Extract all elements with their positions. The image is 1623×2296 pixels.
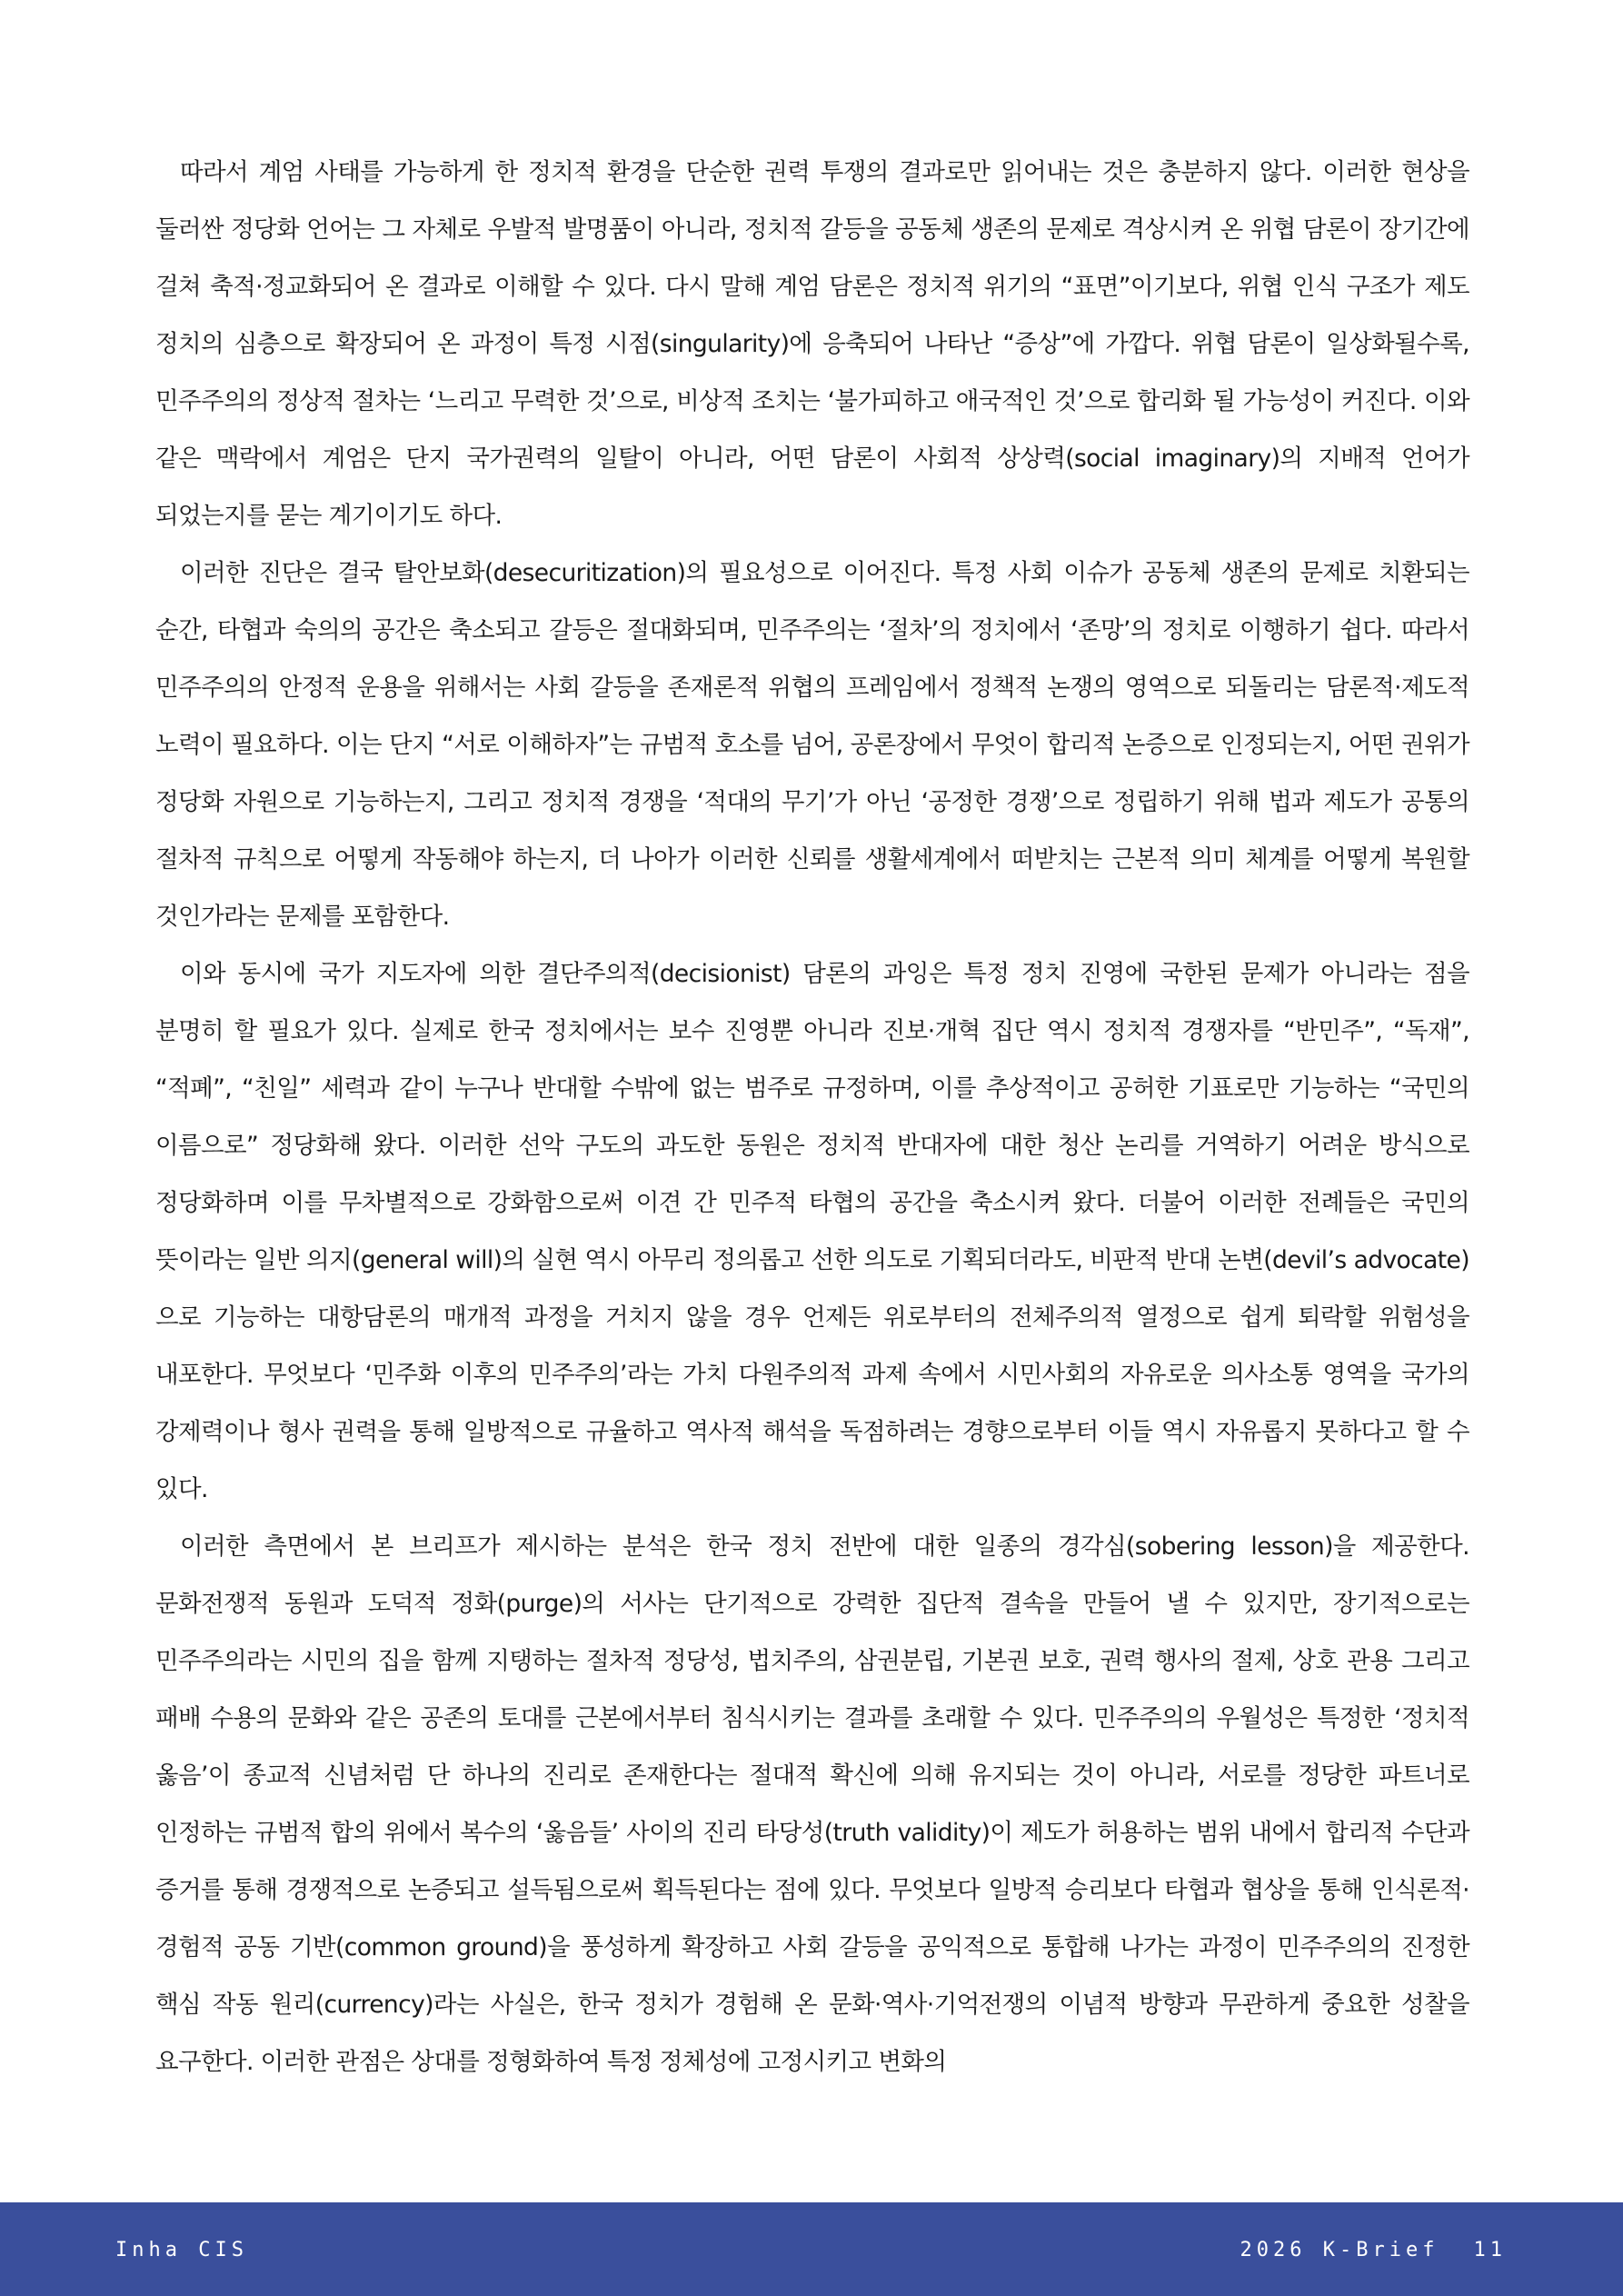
paragraph-3: 이와 동시에 국가 지도자에 의한 결단주의적(decisionist) 담론의 과잉은 특정 정치 진영에 국한된 문제가 아니라는 점을 분명히 할 필요가 있다. 실제로 한국 정치에서는 보수 진영뿐 아니라 진보·개혁 집단 역시 정치적 경쟁자를 “반민주”, “독재”, “적폐”, “친일” 세력과 같이 누구나 반대할 수밖에 없는 범주로 규정하며, 이를 추상적이고 공허한 기표로만 기능하는 “국민의 이름으로” 정당화해 왔다. 이러한 선악 구도의 과도한 동원은 정치적 반대자에 대한 청산 논리를 거역하기 어려운 방식으로 정당화하며 이를 무차별적으로 강화함으로써 이견 간 민주적 타협의 공간을 축소시켜 왔다. 더불어 이러한 전례들은 국민의 뜻이라는 일반 의지(general will)의 실현 역시 아무리 정의롭고 선한 의도로 기획되더라도, 비판적 반대 논변(devil’s advocate)으로 기능하는 대항담론의 매개적 과정을 거치지 않을 경우 언제든 위로부터의 전체주의적 열정으로 쉽게 퇴락할 위험성을 내포한다. 무엇보다 ‘민주화 이후의 민주주의’라는 가치 다원주의적 과제 속에서 시민사회의 자유로운 의사소통 영역을 국가의 강제력이나 형사 권력을 통해 일방적으로 규율하고 역사적 해석을 독점하려는 경향으로부터 이들 역시 자유롭지 못하다고 할 수 있다. — [155, 960, 1469, 1503]
footer-publication-title: 2026 K-Brief — [1240, 2239, 1439, 2261]
footer-right-group — [1240, 2239, 1507, 2261]
page-footer — [0, 2202, 1623, 2296]
paragraph-4: 이러한 측면에서 본 브리프가 제시하는 분석은 한국 정치 전반에 대한 일종의 경각심(sobering lesson)을 제공한다. 문화전쟁적 동원과 도덕적 정화(purge)의 서사는 단기적으로 강력한 집단적 결속을 만들어 낼 수 있지만, 장기적으로는 민주주의라는 시민의 집을 함께 지탱하는 절차적 정당성, 법치주의, 삼권분립, 기본권 보호, 권력 행사의 절제, 상호 관용 그리고 패배 수용의 문화와 같은 공존의 토대를 근본에서부터 침식시키는 결과를 초래할 수 있다. 민주주의의 우월성은 특정한 ‘정치적 옳음’이 종교적 신념처럼 단 하나의 진리로 존재한다는 절대적 확신에 의해 유지되는 것이 아니라, 서로를 정당한 파트너로 인정하는 규범적 합의 위에서 복수의 ‘옳음들’ 사이의 진리 타당성(truth validity)이 제도가 허용하는 범위 내에서 합리적 수단과 증거를 통해 경쟁적으로 논증되고 설득됨으로써 획득된다는 점에 있다. 무엇보다 일방적 승리보다 타협과 협상을 통해 인식론적·경험적 공동 기반(common ground)을 풍성하게 확장하고 사회 갈등을 공익적으로 통합해 나가는 과정이 민주주의의 진정한 핵심 작동 원리(currency)라는 사실은, 한국 정치가 경험해 온 문화·역사·기억전쟁의 이념적 방향과 무관하게 중요한 성찰을 요구한다. 이러한 관점은 상대를 정형화하여 특정 정체성에 고정시키고 변화의 — [155, 1532, 1469, 2076]
footer-page-number: 11 — [1473, 2239, 1507, 2261]
footer-org-name: Inha CIS — [115, 2239, 248, 2261]
paragraph-1: 따라서 계엄 사태를 가능하게 한 정치적 환경을 단순한 권력 투쟁의 결과로만 읽어내는 것은 충분하지 않다. 이러한 현상을 둘러싼 정당화 언어는 그 자체로 우발적 발명품이 아니라, 정치적 갈등을 공동체 생존의 문제로 격상시켜 온 위협 담론이 장기간에 걸쳐 축적·정교화되어 온 결과로 이해할 수 있다. 다시 말해 계엄 담론은 정치적 위기의 “표면”이기보다, 위협 인식 구조가 제도 정치의 심층으로 확장되어 온 과정이 특정 시점(singularity)에 응축되어 나타난 “증상”에 가깝다. 위협 담론이 일상화될수록, 민주주의의 정상적 절차는 ‘느리고 무력한 것’으로, 비상적 조치는 ‘불가피하고 애국적인 것’으로 합리화 될 가능성이 커진다. 이와 같은 맥락에서 계엄은 단지 국가권력의 일탈이 아니라, 어떤 담론이 사회적 상상력(social imaginary)의 지배적 언어가 되었는지를 묻는 계기이기도 하다. — [155, 158, 1469, 530]
paragraph-2: 이러한 진단은 결국 탈안보화(desecuritization)의 필요성으로 이어진다. 특정 사회 이슈가 공동체 생존의 문제로 치환되는 순간, 타협과 숙의의 공간은 축소되고 갈등은 절대화되며, 민주주의는 ‘절차’의 정치에서 ‘존망’의 정치로 이행하기 쉽다. 따라서 민주주의의 안정적 운용을 위해서는 사회 갈등을 존재론적 위협의 프레임에서 정책적 논쟁의 영역으로 되돌리는 담론적·제도적 노력이 필요하다. 이는 단지 “서로 이해하자”는 규범적 호소를 넘어, 공론장에서 무엇이 합리적 논증으로 인정되는지, 어떤 권위가 정당화 자원으로 기능하는지, 그리고 정치적 경쟁을 ‘적대의 무기’가 아닌 ‘공정한 경쟁’으로 정립하기 위해 법과 제도가 공통의 절차적 규칙으로 어떻게 작동해야 하는지, 더 나아가 이러한 신뢰를 생활세계에서 떠받치는 근본적 의미 체계를 어떻게 복원할 것인가라는 문제를 포함한다. — [155, 559, 1469, 931]
page-body — [155, 144, 1469, 2091]
